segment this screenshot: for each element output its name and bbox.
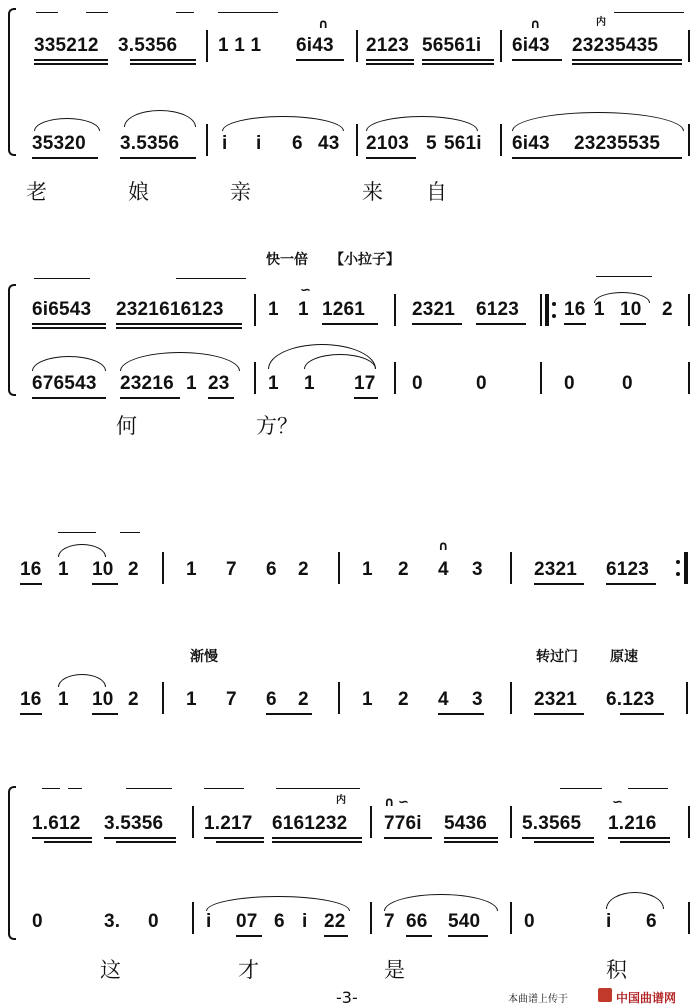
note-group: 2123 [366, 35, 410, 56]
barline [510, 902, 512, 934]
repeat-dot [676, 572, 680, 576]
underline [130, 59, 196, 61]
bowing-arrow [204, 788, 244, 789]
note-group: 23 [208, 373, 230, 394]
underline [476, 323, 526, 325]
underline [32, 397, 106, 399]
note-group: 1 [186, 689, 197, 710]
note-group: 5.3565 [522, 813, 582, 834]
bowing-arrow [126, 788, 172, 789]
note-group: 10 [620, 299, 642, 320]
note-group: 35320 [32, 133, 86, 154]
lyric: 才 [238, 958, 259, 982]
underline [512, 157, 682, 159]
tempo-mark: 快一倍 [266, 252, 308, 268]
note-group: 1 [298, 299, 309, 320]
note-group: 6i43 [296, 35, 334, 56]
turn-icon: ∽ [398, 795, 409, 810]
note-group: i [256, 133, 262, 154]
bowing-arrow [176, 12, 194, 13]
slur [58, 674, 106, 687]
note-group: 1261 [322, 299, 366, 320]
note-group: 0 [622, 373, 633, 394]
fermata-icon: ∩ [318, 17, 329, 32]
note-group: 1 [58, 689, 69, 710]
slur [32, 356, 106, 371]
repeat-barline [545, 294, 549, 326]
note-group: 2 [298, 689, 309, 710]
underline [272, 837, 362, 839]
bowing-arrow [42, 788, 60, 789]
underline [44, 841, 92, 843]
note-group: 2 [398, 689, 409, 710]
underline [208, 397, 234, 399]
underline [620, 841, 670, 843]
underline [606, 583, 656, 585]
lyric: 老 [26, 180, 47, 204]
lyric: 娘 [128, 180, 149, 204]
note-group: 6161232 [272, 813, 348, 834]
underline [116, 841, 176, 843]
note-group: 1 [362, 559, 373, 580]
note-group: 43 [318, 133, 340, 154]
barline [510, 806, 512, 838]
underline [444, 837, 498, 839]
note-group: i [302, 911, 308, 932]
barline [370, 902, 372, 934]
note-group: 0 [476, 373, 487, 394]
note-group: i [222, 133, 228, 154]
note-group: 7 [226, 689, 237, 710]
slur [120, 352, 240, 371]
barline [510, 552, 512, 584]
underline [422, 59, 494, 61]
underline [620, 323, 646, 325]
underline [572, 63, 682, 65]
lyric: 亲 [230, 180, 251, 204]
underline [92, 583, 118, 585]
note-group: 6 [274, 911, 285, 932]
underline [116, 323, 242, 325]
barline [540, 362, 542, 394]
note-group: 6i43 [512, 133, 550, 154]
barline [394, 294, 396, 326]
bowing-arrow [36, 12, 58, 13]
barline [254, 362, 256, 394]
note-group: 0 [32, 911, 43, 932]
note-group: 2321616123 [116, 299, 224, 320]
underline [296, 59, 344, 61]
underline [512, 59, 562, 61]
bowing-arrow [628, 788, 668, 789]
underline [354, 397, 378, 399]
barline [688, 30, 690, 62]
barline [688, 124, 690, 156]
note-group: 07 [236, 911, 258, 932]
slur [222, 116, 344, 131]
barline [688, 294, 690, 326]
barline [688, 362, 690, 394]
bowing-arrow [58, 532, 96, 533]
underline [32, 327, 106, 329]
barline [510, 682, 512, 714]
note-group: i [606, 911, 612, 932]
barline [254, 294, 256, 326]
bowing-arrow [176, 278, 246, 279]
repeat-dot [676, 560, 680, 564]
turn-icon: ∽ [300, 283, 311, 298]
bowing-arrow [596, 276, 652, 277]
note-group: 4 [438, 559, 449, 580]
note-group: 2 [662, 299, 673, 320]
note-group: 1 [268, 299, 279, 320]
lyric: 是 [384, 958, 405, 982]
barline [500, 30, 502, 62]
underline [324, 935, 348, 937]
bowing-arrow [68, 788, 82, 789]
fermata-icon: ∩ [438, 539, 449, 554]
slur [384, 894, 498, 911]
note-group: 2 [398, 559, 409, 580]
note-group: 17 [354, 373, 376, 394]
repeat-dot [552, 314, 556, 318]
fermata-icon: ∩ [384, 795, 395, 810]
note-group: 1.216 [608, 813, 657, 834]
slur [512, 112, 684, 131]
slur [594, 292, 650, 303]
underline [608, 837, 670, 839]
note-group: 2321 [534, 689, 578, 710]
lyric: 积 [606, 958, 627, 982]
note-group: 5 [426, 133, 437, 154]
lyric: 自 [426, 180, 447, 204]
underline [116, 327, 242, 329]
note-group: 66 [406, 911, 428, 932]
underline [534, 841, 594, 843]
underline [366, 157, 416, 159]
note-group: 3.5356 [118, 35, 178, 56]
note-group: 676543 [32, 373, 97, 394]
underline [20, 583, 42, 585]
slur [34, 118, 100, 131]
underline [104, 837, 176, 839]
note-group: 1 [186, 559, 197, 580]
underline [204, 837, 264, 839]
note-group: 4 [438, 689, 449, 710]
note-group: 0 [148, 911, 159, 932]
note-group: 23235535 [574, 133, 661, 154]
underline [272, 841, 362, 843]
note-group: 1.612 [32, 813, 81, 834]
lyric: 方？ [256, 414, 298, 438]
note-group: 6.123 [606, 689, 655, 710]
tempo-mark: 渐慢 [190, 649, 218, 665]
underline [130, 63, 196, 65]
underline [32, 323, 106, 325]
note-group: 5436 [444, 813, 488, 834]
slur [606, 892, 664, 909]
note-group: 1 [186, 373, 197, 394]
slur [206, 896, 350, 911]
underline [32, 157, 98, 159]
barline [192, 806, 194, 838]
note-group: 2 [298, 559, 309, 580]
lyric: 来 [362, 180, 383, 204]
note-group: 6 [266, 559, 277, 580]
bowing-arrow [614, 12, 684, 13]
turn-icon: ∽ [612, 795, 623, 810]
barline [686, 682, 688, 714]
underline [322, 323, 378, 325]
bowing-arrow [34, 278, 90, 279]
underline [534, 713, 584, 715]
bowing-arrow [560, 788, 602, 789]
note-group: 1 1 1 [218, 35, 262, 56]
note-group: 3.5356 [120, 133, 180, 154]
barline [338, 682, 340, 714]
underline [20, 713, 42, 715]
barline [206, 124, 208, 156]
note-group: 0 [524, 911, 535, 932]
note-group: 2103 [366, 133, 410, 154]
underline [366, 63, 414, 65]
note-group: 6 [646, 911, 657, 932]
underline [422, 63, 494, 65]
underline [448, 935, 488, 937]
note-group: 16 [564, 299, 586, 320]
barline [500, 124, 502, 156]
repeat-barline [684, 552, 688, 584]
barline [356, 30, 358, 62]
tempo-mark: 转过门 [536, 649, 578, 665]
barline [192, 902, 194, 934]
note-group: 0 [564, 373, 575, 394]
underline [444, 841, 498, 843]
site-logo-icon [598, 988, 612, 1002]
lyric: 何 [116, 414, 137, 438]
note-group: 6i43 [512, 35, 550, 56]
note-group: 6 [266, 689, 277, 710]
note-group: 23216 [120, 373, 174, 394]
underline [534, 583, 584, 585]
note-group: 1 [362, 689, 373, 710]
note-group: 3 [472, 689, 483, 710]
barline [540, 294, 542, 326]
barline [162, 682, 164, 714]
note-group: 10 [92, 689, 114, 710]
note-group: 2 [128, 689, 139, 710]
underline [34, 63, 108, 65]
note-group: 6i6543 [32, 299, 92, 320]
note-group: 1 [268, 373, 279, 394]
system-brace [8, 284, 16, 396]
note-group: 7 [226, 559, 237, 580]
bowing-arrow [218, 12, 278, 13]
barline [370, 806, 372, 838]
note-group: 22 [324, 911, 346, 932]
lyric: 这 [100, 958, 121, 982]
barline [206, 30, 208, 62]
underline [438, 713, 484, 715]
system-brace [8, 8, 16, 156]
slur [366, 116, 478, 131]
underline [266, 713, 312, 715]
barline [162, 552, 164, 584]
upload-text: 本曲谱上传于 [508, 994, 568, 1005]
underline [522, 837, 594, 839]
inner-mark: 内 [596, 17, 606, 28]
note-group: 23235435 [572, 35, 659, 56]
note-group: 561i [444, 133, 482, 154]
note-group: 16 [20, 559, 42, 580]
note-group: 6 [292, 133, 303, 154]
note-group: 1.217 [204, 813, 253, 834]
underline [406, 935, 432, 937]
note-group: 16 [20, 689, 42, 710]
note-group: 1 [58, 559, 69, 580]
underline [572, 59, 682, 61]
underline [564, 323, 586, 325]
underline [120, 397, 180, 399]
underline [236, 935, 262, 937]
note-group: 0 [412, 373, 423, 394]
note-group: 56561i [422, 35, 482, 56]
underline [120, 157, 196, 159]
note-group: 335212 [34, 35, 99, 56]
note-group: 10 [92, 559, 114, 580]
slur [124, 110, 196, 127]
note-group: 2 [128, 559, 139, 580]
slur [58, 544, 106, 557]
note-group: 2321 [534, 559, 578, 580]
underline [92, 713, 118, 715]
note-group: 3. [104, 911, 121, 932]
repeat-dot [552, 302, 556, 306]
barline [394, 362, 396, 394]
underline [412, 323, 462, 325]
underline [32, 837, 92, 839]
note-group: 3 [472, 559, 483, 580]
note-group: 6123 [606, 559, 650, 580]
bowing-arrow [120, 532, 140, 533]
fermata-icon: ∩ [530, 17, 541, 32]
note-group: 1 [594, 299, 605, 320]
underline [366, 59, 414, 61]
tempo-mark: 原速 [610, 649, 638, 665]
barline [688, 902, 690, 934]
underline [34, 59, 108, 61]
note-group: 540 [448, 911, 481, 932]
barline [688, 806, 690, 838]
underline [620, 713, 664, 715]
note-group: 776i [384, 813, 422, 834]
underline [384, 837, 432, 839]
barline [338, 552, 340, 584]
note-group: 2321 [412, 299, 456, 320]
note-group: 1 [304, 373, 315, 394]
note-group: 3.5356 [104, 813, 164, 834]
note-group: 7 [384, 911, 395, 932]
system-brace [8, 786, 16, 940]
bowing-arrow [86, 12, 108, 13]
underline [216, 841, 264, 843]
section-mark: 【小拉子】 [330, 252, 400, 268]
page-number: -3- [336, 988, 358, 1007]
note-group: 6123 [476, 299, 520, 320]
bowing-arrow [276, 788, 360, 789]
site-name-link[interactable]: 中国曲谱网 [616, 991, 677, 1005]
inner-mark: 内 [336, 795, 346, 806]
barline [356, 124, 358, 156]
note-group: i [206, 911, 212, 932]
